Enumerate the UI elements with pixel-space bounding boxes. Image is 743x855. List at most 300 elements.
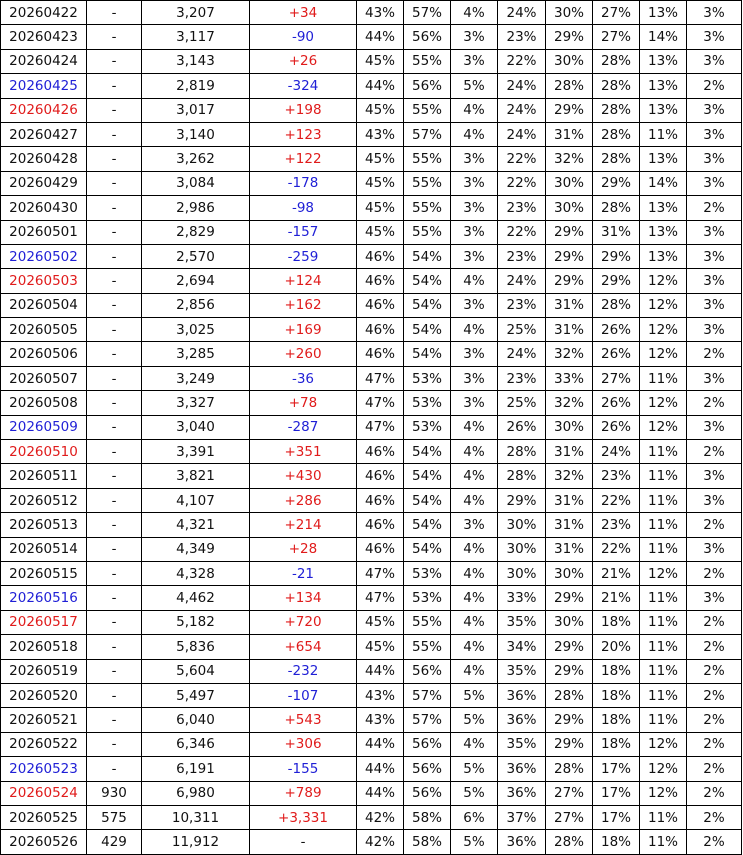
date-cell: 20260522	[1, 732, 87, 756]
date-cell: 20260523	[1, 757, 87, 781]
pct-6-cell: 28%	[593, 98, 640, 122]
table-row	[1, 732, 742, 756]
pct-8-cell: 2%	[687, 561, 742, 585]
pct-8-cell: 3%	[687, 171, 742, 195]
pct-4-cell: 22%	[498, 49, 546, 73]
pct-7-cell: 11%	[640, 683, 687, 707]
pct-2-cell: 56%	[404, 757, 451, 781]
change-cell: -155	[250, 757, 357, 781]
count-cell: -	[87, 49, 142, 73]
total-cell: 3,391	[142, 440, 250, 464]
change-cell: +122	[250, 147, 357, 171]
table-row	[1, 830, 742, 854]
pct-1-cell: 45%	[357, 220, 404, 244]
pct-5-cell: 33%	[546, 366, 593, 390]
pct-4-cell: 34%	[498, 635, 546, 659]
table-row	[1, 537, 742, 561]
pct-6-cell: 18%	[593, 683, 640, 707]
pct-2-cell: 54%	[404, 464, 451, 488]
pct-4-cell: 24%	[498, 342, 546, 366]
total-cell: 10,311	[142, 805, 250, 829]
pct-8-cell: 2%	[687, 74, 742, 98]
pct-2-cell: 54%	[404, 513, 451, 537]
pct-5-cell: 28%	[546, 683, 593, 707]
total-cell: 3,025	[142, 318, 250, 342]
pct-3-cell: 4%	[451, 1, 498, 25]
pct-1-cell: 46%	[357, 464, 404, 488]
pct-6-cell: 26%	[593, 318, 640, 342]
total-cell: 2,694	[142, 269, 250, 293]
pct-1-cell: 43%	[357, 708, 404, 732]
pct-5-cell: 30%	[546, 610, 593, 634]
pct-7-cell: 13%	[640, 98, 687, 122]
table-row	[1, 74, 742, 98]
total-cell: 6,346	[142, 732, 250, 756]
pct-4-cell: 36%	[498, 708, 546, 732]
table-row	[1, 269, 742, 293]
date-cell: 20260508	[1, 391, 87, 415]
pct-8-cell: 3%	[687, 269, 742, 293]
pct-4-cell: 26%	[498, 415, 546, 439]
pct-7-cell: 11%	[640, 830, 687, 854]
pct-6-cell: 18%	[593, 659, 640, 683]
count-cell: -	[87, 74, 142, 98]
pct-4-cell: 24%	[498, 1, 546, 25]
table-row	[1, 171, 742, 195]
pct-2-cell: 54%	[404, 269, 451, 293]
pct-3-cell: 4%	[451, 269, 498, 293]
pct-7-cell: 11%	[640, 513, 687, 537]
pct-7-cell: 12%	[640, 415, 687, 439]
date-cell: 20260515	[1, 561, 87, 585]
pct-5-cell: 31%	[546, 488, 593, 512]
pct-7-cell: 11%	[640, 586, 687, 610]
pct-4-cell: 24%	[498, 74, 546, 98]
pct-7-cell: 11%	[640, 805, 687, 829]
date-cell: 20260521	[1, 708, 87, 732]
pct-3-cell: 3%	[451, 366, 498, 390]
change-cell: +654	[250, 635, 357, 659]
pct-2-cell: 54%	[404, 244, 451, 268]
pct-6-cell: 26%	[593, 342, 640, 366]
pct-4-cell: 28%	[498, 464, 546, 488]
pct-3-cell: 3%	[451, 220, 498, 244]
pct-7-cell: 13%	[640, 220, 687, 244]
change-cell: +134	[250, 586, 357, 610]
count-cell: -	[87, 318, 142, 342]
table-row	[1, 586, 742, 610]
count-cell: -	[87, 293, 142, 317]
change-cell: -157	[250, 220, 357, 244]
pct-8-cell: 3%	[687, 147, 742, 171]
table-row	[1, 781, 742, 805]
pct-8-cell: 2%	[687, 781, 742, 805]
pct-8-cell: 3%	[687, 488, 742, 512]
pct-3-cell: 4%	[451, 440, 498, 464]
count-cell: -	[87, 488, 142, 512]
pct-4-cell: 30%	[498, 561, 546, 585]
table-row	[1, 293, 742, 317]
pct-8-cell: 3%	[687, 220, 742, 244]
pct-1-cell: 44%	[357, 74, 404, 98]
total-cell: 4,328	[142, 561, 250, 585]
date-cell: 20260516	[1, 586, 87, 610]
pct-6-cell: 24%	[593, 440, 640, 464]
pct-1-cell: 44%	[357, 781, 404, 805]
change-cell: +28	[250, 537, 357, 561]
pct-8-cell: 3%	[687, 244, 742, 268]
table-row	[1, 196, 742, 220]
table-row	[1, 708, 742, 732]
table-body	[1, 1, 742, 855]
date-cell: 20260504	[1, 293, 87, 317]
pct-2-cell: 54%	[404, 293, 451, 317]
pct-3-cell: 3%	[451, 342, 498, 366]
pct-3-cell: 6%	[451, 805, 498, 829]
pct-6-cell: 28%	[593, 74, 640, 98]
pct-2-cell: 56%	[404, 659, 451, 683]
pct-8-cell: 3%	[687, 122, 742, 146]
pct-8-cell: 3%	[687, 98, 742, 122]
pct-1-cell: 45%	[357, 98, 404, 122]
date-cell: 20260526	[1, 830, 87, 854]
pct-6-cell: 31%	[593, 220, 640, 244]
pct-6-cell: 26%	[593, 415, 640, 439]
pct-4-cell: 36%	[498, 830, 546, 854]
pct-3-cell: 3%	[451, 49, 498, 73]
pct-4-cell: 29%	[498, 488, 546, 512]
pct-5-cell: 31%	[546, 318, 593, 342]
pct-1-cell: 46%	[357, 318, 404, 342]
count-cell: -	[87, 147, 142, 171]
change-cell: +124	[250, 269, 357, 293]
pct-2-cell: 57%	[404, 122, 451, 146]
pct-5-cell: 28%	[546, 757, 593, 781]
pct-2-cell: 53%	[404, 561, 451, 585]
pct-4-cell: 36%	[498, 781, 546, 805]
total-cell: 5,836	[142, 635, 250, 659]
count-cell: 429	[87, 830, 142, 854]
count-cell: -	[87, 561, 142, 585]
pct-1-cell: 46%	[357, 269, 404, 293]
table-row	[1, 244, 742, 268]
change-cell: -324	[250, 74, 357, 98]
total-cell: 3,140	[142, 122, 250, 146]
pct-1-cell: 45%	[357, 49, 404, 73]
pct-8-cell: 3%	[687, 366, 742, 390]
pct-2-cell: 54%	[404, 537, 451, 561]
pct-7-cell: 13%	[640, 74, 687, 98]
pct-7-cell: 11%	[640, 440, 687, 464]
count-cell: -	[87, 537, 142, 561]
total-cell: 5,604	[142, 659, 250, 683]
pct-1-cell: 45%	[357, 635, 404, 659]
pct-3-cell: 5%	[451, 757, 498, 781]
pct-1-cell: 47%	[357, 391, 404, 415]
total-cell: 6,980	[142, 781, 250, 805]
pct-7-cell: 12%	[640, 391, 687, 415]
change-cell: -	[250, 830, 357, 854]
pct-1-cell: 46%	[357, 440, 404, 464]
total-cell: 6,191	[142, 757, 250, 781]
pct-7-cell: 12%	[640, 781, 687, 805]
pct-3-cell: 3%	[451, 147, 498, 171]
pct-3-cell: 3%	[451, 391, 498, 415]
pct-1-cell: 45%	[357, 196, 404, 220]
pct-3-cell: 3%	[451, 293, 498, 317]
count-cell: -	[87, 757, 142, 781]
total-cell: 2,570	[142, 244, 250, 268]
date-cell: 20260428	[1, 147, 87, 171]
pct-3-cell: 4%	[451, 98, 498, 122]
count-cell: -	[87, 196, 142, 220]
pct-4-cell: 30%	[498, 537, 546, 561]
pct-7-cell: 11%	[640, 366, 687, 390]
pct-5-cell: 29%	[546, 659, 593, 683]
pct-6-cell: 29%	[593, 269, 640, 293]
table-row	[1, 610, 742, 634]
pct-4-cell: 23%	[498, 293, 546, 317]
pct-1-cell: 46%	[357, 537, 404, 561]
total-cell: 2,829	[142, 220, 250, 244]
pct-5-cell: 29%	[546, 635, 593, 659]
date-cell: 20260422	[1, 1, 87, 25]
pct-6-cell: 18%	[593, 732, 640, 756]
pct-2-cell: 54%	[404, 440, 451, 464]
pct-5-cell: 31%	[546, 440, 593, 464]
pct-8-cell: 2%	[687, 610, 742, 634]
pct-7-cell: 13%	[640, 196, 687, 220]
table-row	[1, 415, 742, 439]
pct-1-cell: 46%	[357, 488, 404, 512]
pct-6-cell: 23%	[593, 513, 640, 537]
pct-8-cell: 2%	[687, 830, 742, 854]
change-cell: +123	[250, 122, 357, 146]
pct-8-cell: 2%	[687, 805, 742, 829]
date-cell: 20260511	[1, 464, 87, 488]
pct-3-cell: 3%	[451, 25, 498, 49]
date-cell: 20260514	[1, 537, 87, 561]
pct-8-cell: 2%	[687, 342, 742, 366]
table-row	[1, 440, 742, 464]
pct-6-cell: 27%	[593, 366, 640, 390]
count-cell: -	[87, 610, 142, 634]
pct-2-cell: 57%	[404, 683, 451, 707]
table-row	[1, 98, 742, 122]
change-cell: -259	[250, 244, 357, 268]
total-cell: 3,262	[142, 147, 250, 171]
count-cell: -	[87, 732, 142, 756]
total-cell: 3,143	[142, 49, 250, 73]
pct-5-cell: 28%	[546, 830, 593, 854]
total-cell: 3,117	[142, 25, 250, 49]
pct-1-cell: 47%	[357, 415, 404, 439]
total-cell: 3,084	[142, 171, 250, 195]
pct-7-cell: 13%	[640, 147, 687, 171]
pct-4-cell: 25%	[498, 318, 546, 342]
date-cell: 20260424	[1, 49, 87, 73]
pct-7-cell: 13%	[640, 244, 687, 268]
pct-3-cell: 5%	[451, 830, 498, 854]
pct-7-cell: 11%	[640, 708, 687, 732]
pct-6-cell: 27%	[593, 25, 640, 49]
count-cell: -	[87, 25, 142, 49]
count-cell: -	[87, 220, 142, 244]
total-cell: 2,819	[142, 74, 250, 98]
date-cell: 20260501	[1, 220, 87, 244]
pct-2-cell: 58%	[404, 830, 451, 854]
date-cell: 20260520	[1, 683, 87, 707]
change-cell: -178	[250, 171, 357, 195]
pct-7-cell: 13%	[640, 1, 687, 25]
pct-3-cell: 4%	[451, 561, 498, 585]
pct-6-cell: 28%	[593, 147, 640, 171]
table-row	[1, 342, 742, 366]
total-cell: 3,327	[142, 391, 250, 415]
pct-4-cell: 22%	[498, 220, 546, 244]
pct-8-cell: 2%	[687, 659, 742, 683]
change-cell: -287	[250, 415, 357, 439]
count-cell: -	[87, 464, 142, 488]
pct-7-cell: 11%	[640, 537, 687, 561]
count-cell: -	[87, 98, 142, 122]
pct-7-cell: 13%	[640, 49, 687, 73]
count-cell: 575	[87, 805, 142, 829]
date-cell: 20260429	[1, 171, 87, 195]
pct-3-cell: 3%	[451, 171, 498, 195]
pct-5-cell: 32%	[546, 342, 593, 366]
pct-7-cell: 11%	[640, 488, 687, 512]
pct-2-cell: 56%	[404, 25, 451, 49]
table-row	[1, 635, 742, 659]
pct-5-cell: 31%	[546, 513, 593, 537]
pct-7-cell: 12%	[640, 757, 687, 781]
pct-2-cell: 53%	[404, 391, 451, 415]
count-cell: -	[87, 708, 142, 732]
change-cell: -21	[250, 561, 357, 585]
change-cell: +306	[250, 732, 357, 756]
pct-8-cell: 3%	[687, 1, 742, 25]
change-cell: +162	[250, 293, 357, 317]
pct-4-cell: 23%	[498, 366, 546, 390]
pct-5-cell: 29%	[546, 732, 593, 756]
pct-3-cell: 5%	[451, 74, 498, 98]
pct-2-cell: 54%	[404, 488, 451, 512]
pct-6-cell: 23%	[593, 464, 640, 488]
table-row	[1, 1, 742, 25]
table-row	[1, 561, 742, 585]
pct-1-cell: 43%	[357, 122, 404, 146]
pct-8-cell: 2%	[687, 708, 742, 732]
count-cell: -	[87, 415, 142, 439]
pct-5-cell: 30%	[546, 49, 593, 73]
pct-5-cell: 27%	[546, 805, 593, 829]
pct-6-cell: 22%	[593, 537, 640, 561]
pct-2-cell: 55%	[404, 196, 451, 220]
table-row	[1, 805, 742, 829]
pct-3-cell: 3%	[451, 196, 498, 220]
pct-4-cell: 33%	[498, 586, 546, 610]
total-cell: 4,321	[142, 513, 250, 537]
pct-8-cell: 2%	[687, 683, 742, 707]
pct-1-cell: 46%	[357, 244, 404, 268]
change-cell: -36	[250, 366, 357, 390]
pct-8-cell: 3%	[687, 464, 742, 488]
change-cell: +351	[250, 440, 357, 464]
pct-8-cell: 3%	[687, 293, 742, 317]
date-cell: 20260426	[1, 98, 87, 122]
pct-8-cell: 2%	[687, 391, 742, 415]
total-cell: 4,349	[142, 537, 250, 561]
date-cell: 20260506	[1, 342, 87, 366]
pct-6-cell: 17%	[593, 781, 640, 805]
date-cell: 20260430	[1, 196, 87, 220]
pct-1-cell: 45%	[357, 610, 404, 634]
pct-3-cell: 5%	[451, 708, 498, 732]
pct-5-cell: 28%	[546, 74, 593, 98]
count-cell: -	[87, 269, 142, 293]
change-cell: -90	[250, 25, 357, 49]
pct-6-cell: 17%	[593, 805, 640, 829]
pct-5-cell: 30%	[546, 415, 593, 439]
pct-2-cell: 55%	[404, 98, 451, 122]
pct-4-cell: 37%	[498, 805, 546, 829]
total-cell: 3,207	[142, 1, 250, 25]
count-cell: -	[87, 171, 142, 195]
pct-8-cell: 2%	[687, 196, 742, 220]
pct-8-cell: 2%	[687, 757, 742, 781]
table-row	[1, 464, 742, 488]
pct-5-cell: 27%	[546, 781, 593, 805]
change-cell: +169	[250, 318, 357, 342]
pct-1-cell: 45%	[357, 171, 404, 195]
date-cell: 20260512	[1, 488, 87, 512]
pct-7-cell: 12%	[640, 293, 687, 317]
pct-3-cell: 4%	[451, 635, 498, 659]
change-cell: +34	[250, 1, 357, 25]
pct-6-cell: 27%	[593, 1, 640, 25]
pct-5-cell: 32%	[546, 464, 593, 488]
pct-2-cell: 55%	[404, 171, 451, 195]
pct-3-cell: 3%	[451, 513, 498, 537]
total-cell: 11,912	[142, 830, 250, 854]
date-cell: 20260519	[1, 659, 87, 683]
pct-3-cell: 4%	[451, 659, 498, 683]
date-cell: 20260517	[1, 610, 87, 634]
table-row	[1, 49, 742, 73]
pct-1-cell: 47%	[357, 561, 404, 585]
pct-2-cell: 57%	[404, 1, 451, 25]
date-cell: 20260525	[1, 805, 87, 829]
pct-2-cell: 55%	[404, 49, 451, 73]
change-cell: +720	[250, 610, 357, 634]
pct-6-cell: 21%	[593, 586, 640, 610]
pct-7-cell: 12%	[640, 732, 687, 756]
pct-5-cell: 29%	[546, 220, 593, 244]
pct-5-cell: 29%	[546, 586, 593, 610]
pct-8-cell: 3%	[687, 25, 742, 49]
change-cell: +214	[250, 513, 357, 537]
table-row	[1, 683, 742, 707]
pct-7-cell: 12%	[640, 269, 687, 293]
table-row	[1, 513, 742, 537]
total-cell: 2,856	[142, 293, 250, 317]
pct-6-cell: 18%	[593, 708, 640, 732]
change-cell: -98	[250, 196, 357, 220]
pct-5-cell: 30%	[546, 171, 593, 195]
pct-1-cell: 45%	[357, 147, 404, 171]
date-cell: 20260503	[1, 269, 87, 293]
